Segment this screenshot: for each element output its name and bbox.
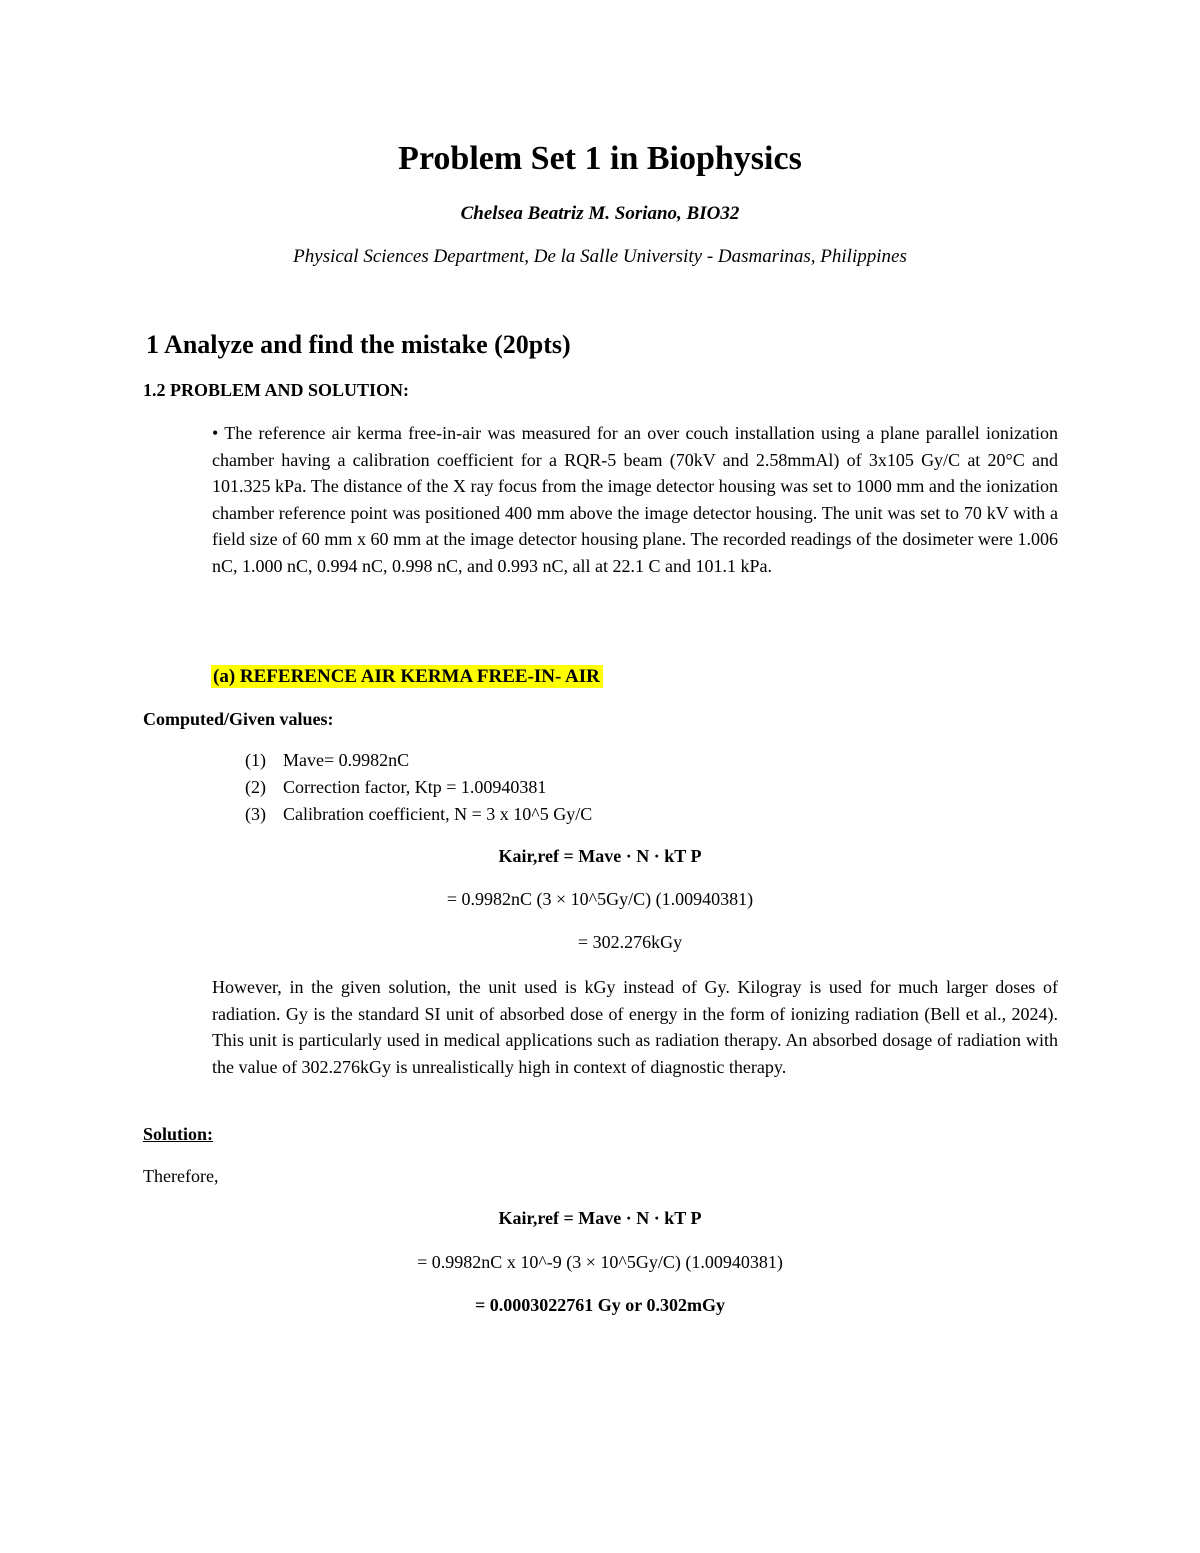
list-item [245, 804, 592, 825]
wrong-result-line: = 302.276kGy [577, 932, 683, 952]
part-a-heading-text: (a) REFERENCE AIR KERMA FREE-IN- AIR [211, 665, 603, 688]
problem-statement: • The reference air kerma free-in-air was measured for an over couch installation using a plane parallel ionization chamber having a calibration coefficient for a RQR-5 beam (70kV and 2.58mmAl) of 3x105 Gy/C at 20°C and 101.325 kPa. The distance of the X ray focus from the image detector housing was set to 1000 mm and the ionization chamber reference point was positioned 400 mm above the image detector housing. The unit was set to 70 kV with a field size of 60 mm x 60 mm at the image detector housing plane. The recorded readings of the dosimeter were 1.006 nC, 1.000 nC, 0.994 nC, 0.998 nC, and 0.993 nC, all at 22.1 C and 101.1 kPa. [212, 423, 1058, 576]
list-item-number: (3) [245, 804, 266, 824]
correct-result-line: = 0.0003022761 Gy or 0.302mGy [475, 1295, 725, 1315]
section-heading: 1 Analyze and find the mistake (20pts) [146, 330, 571, 359]
list-item [245, 777, 546, 798]
solution-label: Solution: [143, 1124, 214, 1144]
correct-formula-line: Kair,ref = Mave · N · kT P [498, 1208, 702, 1228]
list-item [245, 750, 409, 771]
therefore-text: Therefore, [143, 1166, 219, 1186]
part-a-heading [211, 666, 603, 688]
formula-line: Kair,ref = Mave · N · kT P [498, 846, 702, 866]
document-title: Problem Set 1 in Biophysics [398, 140, 802, 177]
list-item-text: Mave= 0.9982nC [283, 750, 410, 770]
wrong-substitution-line: = 0.9982nC (3 × 10^5Gy/C) (1.00940381) [446, 889, 754, 909]
subsection-heading: 1.2 PROBLEM AND SOLUTION: [143, 380, 410, 400]
affiliation-line: Physical Sciences Department, De la Salle University - Dasmarinas, Philippines [293, 246, 907, 267]
explanation-paragraph: However, in the given solution, the unit used is kGy instead of Gy. Kilogray is used for much larger doses of radiation. Gy is the standard SI unit of absorbed dose of energy in the form of ionizing radiation (Bell et al., 2024). This unit is particularly used in medical applications such as radiation therapy. An absorbed dosage of radiation with the value of 302.276kGy is unrealistically high in context of diagnostic therapy. [212, 977, 1058, 1077]
author-line: Chelsea Beatriz M. Soriano, BIO32 [460, 203, 740, 224]
list-item-number: (2) [245, 777, 266, 797]
correct-substitution-line: = 0.9982nC x 10^-9 (3 × 10^5Gy/C) (1.00940381) [417, 1252, 783, 1272]
list-item-number: (1) [245, 750, 266, 770]
list-item-text: Correction factor, Ktp = 1.00940381 [283, 777, 547, 797]
given-values-label: Computed/Given values: [143, 709, 334, 729]
list-item-text: Calibration coefficient, N = 3 x 10^5 Gy/C [283, 804, 593, 824]
